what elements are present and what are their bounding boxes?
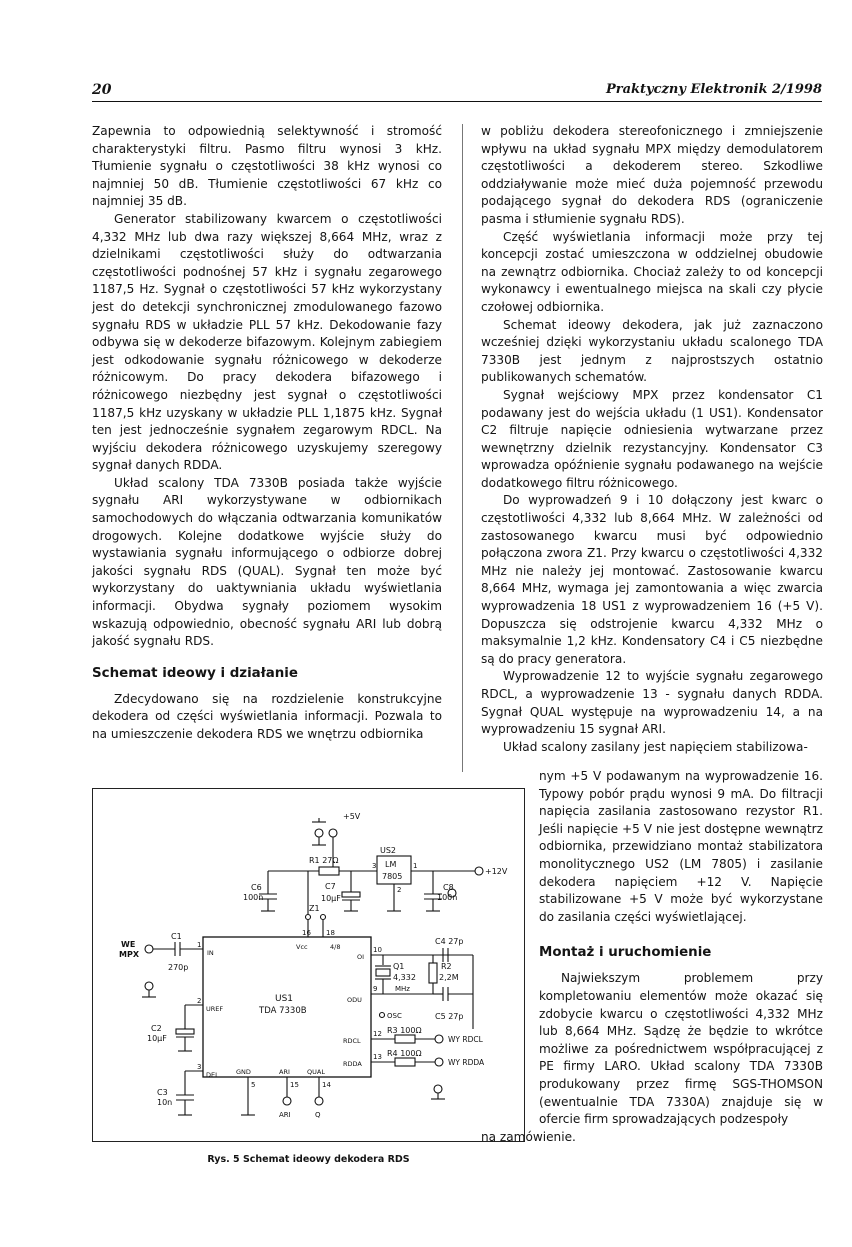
label-lm-pin: 1 [413,862,418,870]
label-lm-pin: 3 [372,862,377,870]
terminal-plus12v [475,867,483,875]
label-c8: C8 [443,883,454,892]
section-heading: Schemat ideowy i działanie [92,665,298,681]
pin-label: 4/8 [330,943,341,951]
pin-label: OSC [387,1012,402,1020]
label-c6: C6 [251,883,262,892]
label-plus12v: +12V [485,867,508,876]
pin-number: 14 [322,1081,331,1089]
resistor-r1 [319,867,339,875]
label-lm: LM [385,860,397,869]
terminal-wy-rdda [435,1058,443,1066]
label-c3: C3 [157,1088,168,1097]
label-c5: C5 27p [435,1012,464,1021]
pin-label: RDDA [343,1060,362,1068]
label-tda: TDA 7330B [259,1006,307,1016]
paragraph: Generator stabilizowany kwarcem o częstotliwości 4,332 MHz lub dwa razy większej 8,664 MHz, wraz z dzielnikami częstotliwości służy do odtwarzania częstotliwości podnośnej 57 kHz i sygnału zegarowego 1187,5 Hz. Sygnał o częstotliwości 57 kHz wykorzystany jest do detekcji synchronicznej zmodulowanego fazowo sygnału RDS w układzie PLL 57 kHz. Dekodowanie fazy odbywa się w dekoderze bifazowym. Kolejnym zabiegiem jest odkodowanie sygnału różnicowego w dekoderze różnicowym. Do pracy dekodera bifazowego i różnicowego niezbędny jest sygnał o częstotliwości 1187,5 kHz uzyskany w układzie PLL 1,1875 kHz. Sygnał ten jest jednocześnie sygnałem zegarowym RDCL. Na wyjściu dekodera różnicowego uzyskujemy szeregowy sygnał danych RDDA. [92,211,442,473]
column-divider [462,124,463,772]
pin-number: 16 [302,929,311,937]
paragraph: w pobliżu dekodera stereofonicznego i zmniejszenie wpływu na układ sygnału MPX między demodulatorem częstotliwości a dekoderem stereo. Szkodliwe oddziaływanie może mieć duża pojemność przewodu podającego sygnał do dekodera RDS (ograniczenie pasma i stłumienie sygnału RDS). [481,124,823,226]
label-7805: 7805 [382,872,403,881]
right-column [481,123,823,756]
paragraph: Część wyświetlania informacji może przy tej koncepcji zostać umieszczona w oddzielnej obudowie na zewnątrz odbiornika. Chociaż zależy to od koncepcji wykonawcy i ewentualnego miejsca na skali czy płycie czołowej odbiornika. [481,229,823,314]
schematic-diagram [93,789,526,1143]
magazine-title: Praktyczny Elektronik 2/1998 [606,82,822,97]
pin-label: GND [236,1068,251,1076]
schematic-figure [92,788,525,1142]
terminal [434,1085,442,1093]
terminal-qual [315,1097,323,1105]
left-column [92,123,442,744]
label-z1: Z1 [309,904,320,913]
pin-label: RDCL [343,1037,361,1045]
terminal [315,829,323,837]
page-number: 20 [92,82,112,98]
terminal-osc [380,1013,385,1018]
right-column-lower [481,768,823,1146]
label-c2-value: 10μF [147,1034,167,1043]
terminal-plus5v [329,829,337,837]
pin-number: 13 [373,1053,382,1061]
pin-label: ODU [347,996,362,1004]
label-r2-value: 2,2M [439,973,459,982]
label-ari-out: ARI [279,1111,291,1119]
label-lm-pin: 2 [397,886,402,894]
pin-number: 1 [197,941,202,949]
paragraph: Układ scalony zasilany jest napięciem stabilizowa- [503,739,808,754]
paragraph: Schemat ideowy dekodera, jak już zaznaczono wcześniej dzięki wykorzystaniu układu scalonego TDA 7330B jest jednym z najprostszych ostatnio publikowanych schematów. [481,317,823,385]
resistor-r2 [429,963,437,983]
label-wy-rdcl: WY RDCL [448,1035,483,1044]
header-rule [92,101,822,102]
resistor-r4 [395,1058,415,1066]
capacitor-c2 [176,1029,194,1034]
label-c7: C7 [325,882,336,891]
pin-label: OI [357,953,365,961]
pin-label: IN [207,949,214,957]
pin-number: 3 [197,1063,202,1071]
label-c4: C4 27p [435,937,464,946]
label-r2: R2 [441,962,452,971]
pin-number: 9 [373,985,378,993]
label-c6-value: 100n [243,893,264,902]
label-r4: R4 100Ω [387,1049,422,1058]
paragraph: na zamówienie. [481,1129,576,1144]
capacitor-c7 [342,892,360,897]
label-plus5v: +5V [343,812,361,821]
label-us2: US2 [380,846,397,855]
label-we: WE [121,940,136,949]
terminal-wy-rdcl [435,1035,443,1043]
terminal [145,982,153,990]
section-heading: Montaż i uruchomienie [539,945,712,961]
terminal-ari [283,1097,291,1105]
label-c2: C2 [151,1024,162,1033]
pin-number: 10 [373,946,382,954]
label-c1: C1 [171,932,182,941]
paragraph: Zdecydowano się na rozdzielenie konstrukcyjne dekodera od części wyświetlania informacji. Pozwala to na umieszczenie dekodera RDS we wnętrzu odbiornika [92,691,442,741]
label-wy-rdda: WY RDDA [448,1058,485,1067]
pin-number: 2 [197,997,202,1005]
paragraph: Do wyprowadzeń 9 i 10 dołączony jest kwarc o częstotliwości 4,332 lub 8,664 MHz. W zależności od zastosowanego kwarcu musi być odpowiednio połączona zwora Z1. Przy kwarcu o częstotliwości 4,332 MHz nie należy jej montować. Zastosowanie kwarcu 8,664 MHz, wymaga jej zamontowania a więc zwarcia wyprowadzenia 18 US1 z wyprowadzeniem 16 (+5 V). Dopuszcza się odstrojenie kwarcu 4,332 MHz o maksymalnie 1,2 kHz. Kondensatory C4 i C5 niezbędne są do pracy generatora. [481,493,823,666]
label-mhz: MHz [395,985,410,993]
pin-number: 5 [251,1081,256,1089]
paragraph: nym +5 V podawanym na wyprowadzenie 16. Typowy pobór prądu wynosi 9 mA. Do filtracji napięcia zasilania zastosowano rezystor R1. Jeśli napięcie +5 V nie jest dostępne wewnątrz odbiornika, przewidziano montaż stabilizatora monolitycznego US2 (LM 7805) i zasilanie dekodera napięciem +12 V. Napięcie stabilizowane +5 V może być wykorzystane do zasilania części wyświetlającej. [539,769,823,924]
pin-number: 18 [326,929,335,937]
terminal-mpx-in [145,945,153,953]
label-c1-value: 270p [168,963,189,972]
label-q1-value: 4,332 [393,973,416,982]
pin-number: 12 [373,1030,382,1038]
label-c7-value: 10μF [321,894,341,903]
jumper-z1 [321,915,326,920]
paragraph: Sygnał wejściowy MPX przez kondensator C1 podawany jest do wejścia układu (1 US1). Kondensator C2 filtruje napięcie odniesienia wytwarzane przez wewnętrzny dzielnik rezystancyjny. Kondensator C3 wprowadza opóźnienie sygnału podawanego na wejście dodatkowego filtru różnicowego. [481,387,823,490]
paragraph: Wyprowadzenie 12 to wyjście sygnału zegarowego RDCL, a wyprowadzenie 13 - sygnału danych RDDA. Sygnał QUAL występuje na wyprowadzeniu 14, a na wyprowadzeniu 15 sygnał ARI. [481,669,823,737]
label-q-out: Q [315,1111,321,1119]
resistor-r3 [395,1035,415,1043]
label-q1: Q1 [393,962,405,971]
label-mpx: MPX [119,950,139,959]
label-c8-value: 100n [437,893,458,902]
pin-label: DEL [206,1071,219,1079]
figure-caption: Rys. 5 Schemat ideowy dekodera RDS [207,1154,410,1165]
label-r3: R3 100Ω [387,1026,422,1035]
jumper-z1 [306,915,311,920]
label-c3-value: 10n [157,1098,173,1107]
pin-label: ARI [279,1068,290,1076]
pin-label: QUAL [307,1068,325,1076]
paragraph: Układ scalony TDA 7330B posiada także wyjście sygnału ARI wykorzystywane w odbiornikach samochodowych do włączania odtwarzania komunikatów drogowych. Kolejne dodatkowe wyjście służy do wystawiania sygnału informującego o odbiorze dobrej jakości sygnału RDS (QUAL). Sygnał ten może być wykorzystany do uaktywniania układu wyświetlania informacji. Obydwa sygnały poziomem wysokim wskazują odpowiednio, obecność sygnału ARI lub dobrą jakość sygnału RDS. [92,475,442,649]
label-us1: US1 [275,994,294,1004]
crystal-q1 [376,969,390,976]
label-r1: R1 27Ω [309,856,339,865]
paragraph: Zapewnia to odpowiednią selektywność i stromość charakterystyki filtru. Pasmo filtru wynosi 3 kHz. Tłumienie sygnału o częstotliwości 38 kHz wynosi co najmniej 50 dB. Tłumienie częstotliwości 67 kHz co najmniej 35 dB. [92,124,442,209]
pin-label: Vcc [296,943,308,951]
paragraph: Najwiekszym problemem przy kompletowaniu elementów może okazać się zdobycie kwarcu o częstotliwości 4,332 MHz lub 8,664 MHz. Sądzę że będzie to wkrótce możliwe za pośrednictwem współpracującej z PE firmy LARO. Układ scalony TDA 7330B produkowany przez firmę SGS-THOMSON (ewentualnie TDA 7330A) znajduje się w ofercie firm sprowadzających podzespoły [539,971,823,1127]
pin-label: UREF [206,1005,224,1013]
pin-number: 15 [290,1081,299,1089]
